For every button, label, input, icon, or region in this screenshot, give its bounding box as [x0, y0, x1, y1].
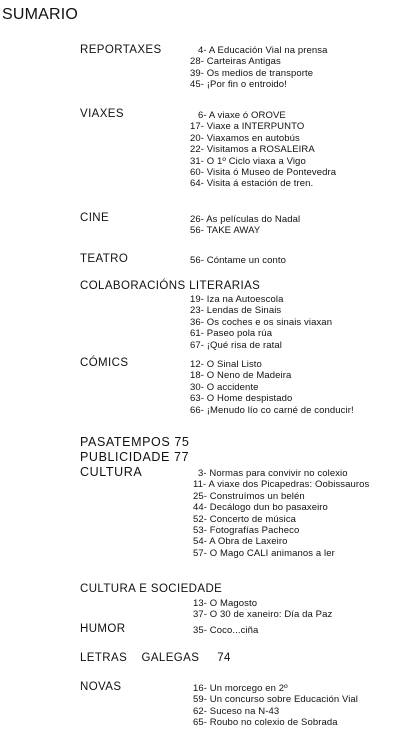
section-items-novas — [193, 683, 358, 729]
section-items-humor — [193, 625, 258, 636]
section-heading-teatro: TEATRO — [80, 253, 129, 265]
section-items-viaxes-cont — [190, 121, 336, 189]
section-items-reportaxes — [198, 45, 327, 56]
list-item: 64- Visita á estación de tren. — [190, 178, 314, 190]
section-heading-publicidade: PUBLICIDADE 77 — [80, 450, 190, 464]
list-item: 31- O 1º Ciclo viaxa a Vigo — [190, 155, 306, 167]
list-item: 22- Visitamos a ROSALEIRA — [190, 144, 315, 156]
section-items-viaxes — [198, 110, 286, 121]
list-item: 16- Un morcego en 2º — [193, 683, 288, 694]
section-heading-colaboracions-literarias: COLABORACIÓNS LITERARIAS — [80, 280, 261, 292]
list-item: 37- O 30 de xaneiro: Día da Paz — [193, 609, 333, 621]
section-heading-cine: CINE — [80, 212, 110, 224]
list-item: 11- A viaxe dos Picapedras: Oobissauros — [193, 479, 370, 491]
list-item: 53- Fotografías Pacheco — [193, 524, 300, 536]
list-item: 19- Iza na Autoescola — [190, 294, 284, 305]
list-item: 44- Decálogo dun bo pasaxeiro — [193, 502, 328, 514]
list-item: 6- A viaxe ó OROVE — [198, 110, 286, 121]
list-item: 63- O Home despistado — [190, 393, 293, 405]
list-item: 66- ¡Menudo lío co carné de conducir! — [190, 404, 354, 416]
list-item: 36- Os coches e os sinais viaxan — [190, 316, 333, 328]
list-item: 57- O Mago CALI animanos a ler — [193, 547, 335, 559]
section-items-colaboracions — [190, 294, 332, 351]
list-item: 39- Os medios de transporte — [190, 67, 314, 79]
section-items-comics — [190, 359, 354, 416]
list-item: 3- Normas para convivir no colexio — [198, 468, 348, 479]
section-items-cine — [190, 214, 300, 237]
section-items-teatro — [190, 255, 286, 266]
list-item: 12- O Sinal Listo — [190, 359, 262, 370]
list-item: 13- O Magosto — [193, 598, 258, 609]
section-heading-letras-galegas: LETRAS GALEGAS 74 — [80, 652, 231, 664]
section-heading-cultura: CULTURA — [80, 465, 143, 479]
list-item: 54- A Obra de Laxeiro — [193, 536, 288, 548]
list-item: 45- ¡Por fin o entroido! — [190, 79, 287, 91]
list-item: 26- As películas do Nadal — [190, 214, 301, 225]
list-item: 56- Cóntame un conto — [190, 255, 287, 266]
section-heading-reportaxes: REPORTAXES — [80, 44, 162, 56]
list-item: 20- Viaxamos en autobús — [190, 132, 300, 144]
section-heading-pasatempos: PASATEMPOS 75 — [80, 435, 190, 449]
section-heading-comics: CÓMICS — [80, 357, 129, 369]
list-item: 28- Carteiras Antigas — [190, 56, 281, 68]
section-heading-cultura-e-sociedade: CULTURA E SOCIEDADE — [80, 583, 223, 595]
list-item: 59- Un concurso sobre Educación Vial — [193, 694, 359, 706]
page-title: SUMARIO — [2, 6, 79, 23]
section-heading-humor: HUMOR — [80, 623, 126, 635]
list-item: 23- Lendas de Sinais — [190, 305, 282, 317]
list-item: 61- Paseo pola rúa — [190, 328, 273, 340]
list-item: 56- TAKE AWAY — [190, 225, 261, 237]
section-items-cultura-e-sociedade — [193, 598, 332, 621]
section-heading-viaxes: VIAXES — [80, 108, 124, 120]
list-item: 18- O Neno de Madeira — [190, 370, 292, 382]
section-items-cultura-cont — [193, 479, 369, 559]
section-items-reportaxes-cont — [190, 56, 313, 90]
list-item: 4- A Educación Vial na prensa — [198, 45, 328, 56]
section-items-cultura — [198, 468, 348, 479]
list-item: 62- Suceso na N-43 — [193, 705, 280, 717]
list-item: 25- Construímos un belén — [193, 490, 305, 502]
section-heading-novas: NOVAS — [80, 681, 122, 693]
list-item: 30- O accidente — [190, 381, 259, 393]
list-item: 35- Coco...ciña — [193, 625, 259, 636]
list-item: 17- Viaxe a INTERPUNTO — [190, 121, 305, 133]
list-item: 65- Roubo no colexio de Sobrada — [193, 717, 338, 729]
list-item: 67- ¡Qué risa de ratal — [190, 339, 282, 351]
list-item: 60- Visita ó Museo de Pontevedra — [190, 166, 337, 178]
list-item: 52- Concerto de música — [193, 513, 297, 525]
